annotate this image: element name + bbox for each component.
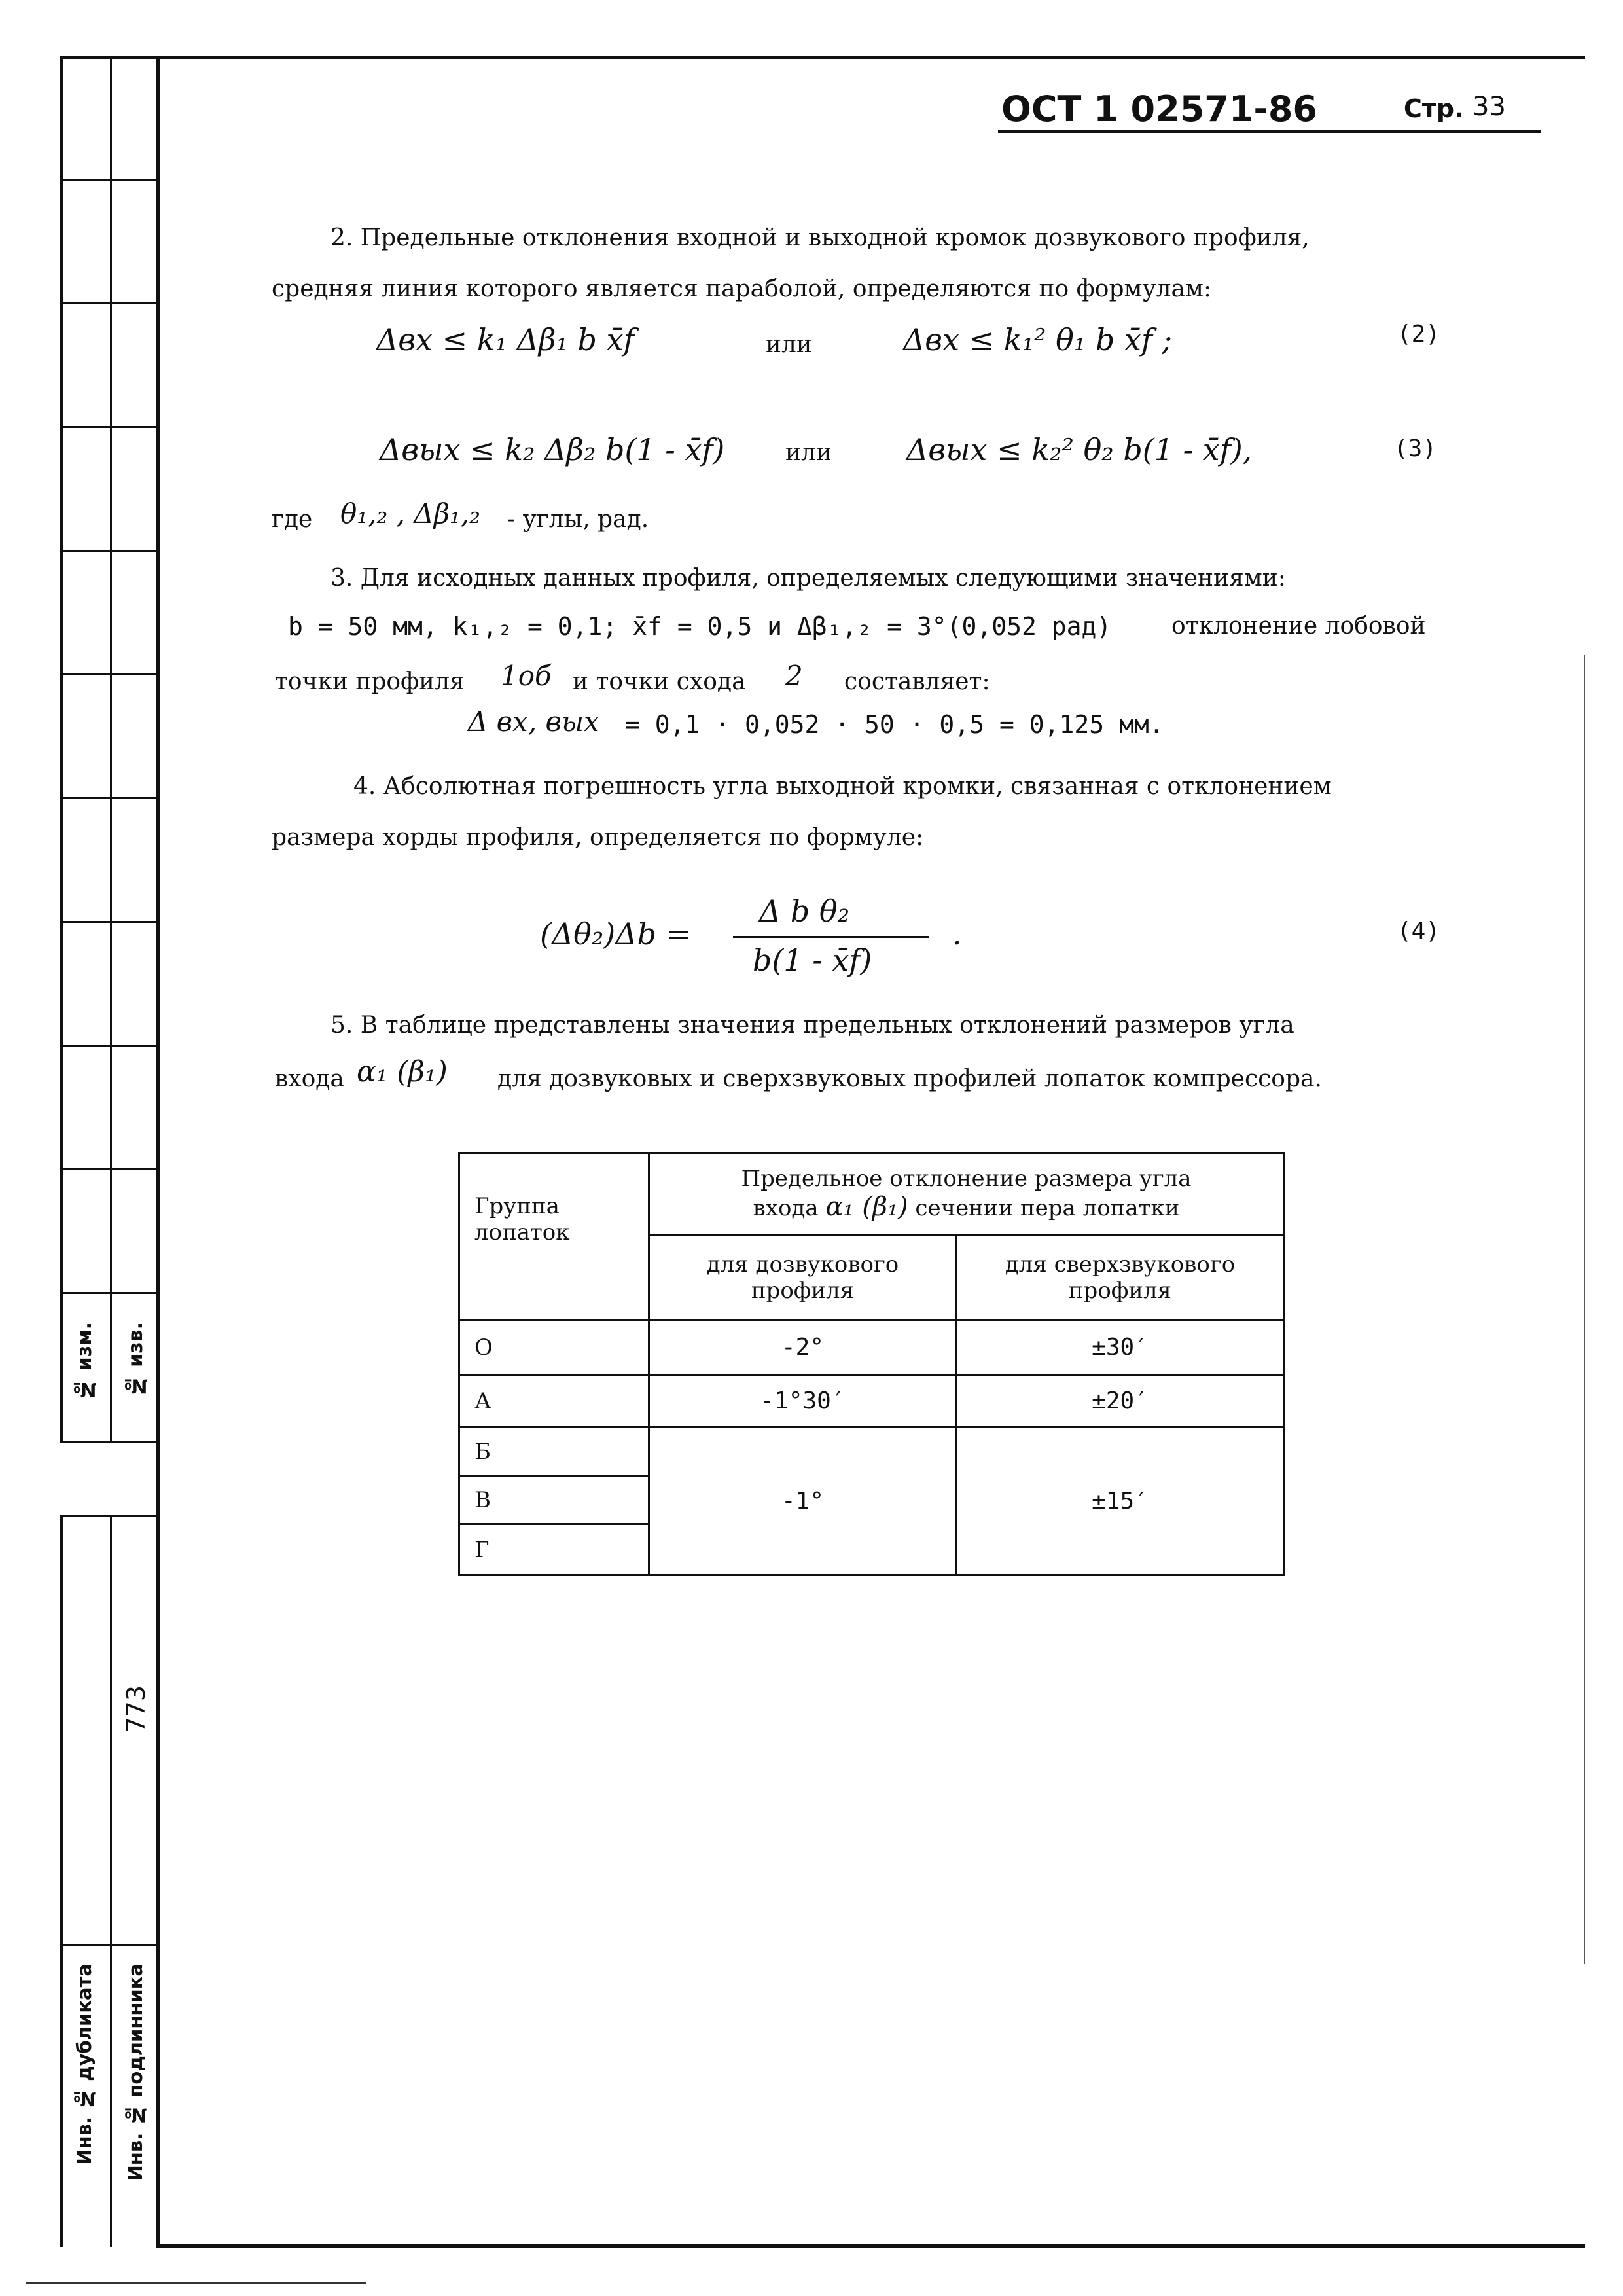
equation-number-4: (4) <box>1397 918 1440 944</box>
para5-angle-symbol: α₁ (β₁) <box>357 1055 448 1088</box>
equation-number-3: (3) <box>1394 435 1437 462</box>
tolerance-table <box>458 1152 1285 1576</box>
para3-values: b = 50 мм, k₁,₂ = 0,1; x̄f = 0,5 и Δβ₁,₂ = 3°(0,052 рад) <box>288 612 1112 641</box>
main-header-line1: Предельное отклонение размера угла <box>741 1166 1192 1192</box>
duplicate-inventory-label: Инв. № дубликата <box>73 1964 96 2165</box>
strip-row-line <box>60 921 157 923</box>
formula-4-numerator: Δ b θ₂ <box>759 893 850 929</box>
para3-result-value: = 0,1 · 0,052 · 50 · 0,5 = 0,125 мм. <box>625 710 1164 739</box>
frame-top-line <box>60 56 1585 59</box>
supersonic-cell-merged: ±15′ <box>957 1427 1284 1575</box>
strip-row-line <box>60 797 157 799</box>
strip-row-line <box>60 302 157 304</box>
para5-line2-a: входа <box>275 1066 344 1092</box>
document-code: ОСТ 1 02571-86 <box>1001 88 1317 130</box>
table-header-row <box>459 1153 1284 1235</box>
subsonic-header-cell <box>649 1235 957 1320</box>
table-row <box>459 1427 1284 1476</box>
formula-2-right: Δвх ≤ k₁² θ₁ b x̄f ; <box>903 322 1173 357</box>
main-header-line2 <box>650 1192 1283 1222</box>
table-row <box>459 1375 1284 1427</box>
para3-leading-point: 1об <box>501 660 552 692</box>
strip-row-line <box>60 426 157 428</box>
supersonic-header-cell <box>957 1235 1284 1320</box>
formula-4-period: . <box>952 916 962 952</box>
change-number-label: № изм. <box>73 1322 96 1401</box>
formula-3-right: Δвых ≤ k₂² θ₂ b(1 - x̄f), <box>906 432 1253 467</box>
frame-bottom-line <box>156 2244 1585 2248</box>
supersonic-header-line2: профиля <box>1068 1277 1172 1304</box>
strip-upper-mid-line <box>110 56 112 1443</box>
group-header-cell <box>459 1153 649 1320</box>
where-text: - углы, рад. <box>507 506 649 533</box>
strip-row-line <box>60 1441 157 1443</box>
formula-2-left: Δвх ≤ k₁ Δβ₁ b x̄f <box>376 322 635 357</box>
para2-line2: средняя линия которого является параболой, определяются по формулам: <box>272 276 1212 302</box>
main-header-angle-symbol: α₁ (β₁) <box>825 1192 908 1222</box>
group-cell: В <box>459 1476 649 1524</box>
subsonic-header-line1: для дозвукового <box>706 1251 899 1278</box>
or-label-2: или <box>785 439 832 466</box>
formula-3-left: Δвых ≤ k₂ Δβ₂ b(1 - x̄f) <box>380 432 725 467</box>
group-header-line1: Группа <box>474 1193 560 1219</box>
strip-row-line <box>60 179 157 181</box>
subsonic-cell-merged: -1° <box>649 1427 957 1575</box>
strip-row-line <box>60 1515 157 1517</box>
main-header-line2-a: входа <box>753 1195 819 1221</box>
para3-line1: 3. Для исходных данных профиля, определяемых следующими значениями: <box>330 565 1286 592</box>
main-header-line2-b: сечении пера лопатки <box>915 1195 1180 1221</box>
supersonic-cell: ±20′ <box>957 1375 1284 1427</box>
original-inventory-value: 773 <box>122 1685 151 1733</box>
strip-row-line <box>60 1045 157 1047</box>
para3-line3-c: составляет: <box>844 668 990 695</box>
subsonic-header-line2: профиля <box>751 1277 855 1304</box>
bottom-scan-line <box>26 2282 366 2284</box>
where-prefix: где <box>272 506 313 533</box>
formula-4-lhs: (Δθ₂)Δb = <box>540 916 692 952</box>
supersonic-header-line1: для сверхзвукового <box>1005 1251 1236 1278</box>
page-label: Стр. <box>1404 94 1464 123</box>
group-cell: А <box>459 1375 649 1427</box>
notice-number-label: № изв. <box>124 1322 147 1397</box>
formula-4-denominator: b(1 - x̄f) <box>753 942 872 978</box>
strip-row-line <box>60 673 157 675</box>
frame-left-line <box>156 56 160 2248</box>
para2-line1: 2. Предельные отклонения входной и выходной кромок дозвукового профиля, <box>330 224 1310 251</box>
supersonic-cell: ±30′ <box>957 1320 1284 1375</box>
strip-upper-outer-line <box>60 56 63 1443</box>
page-number: 33 <box>1472 92 1506 122</box>
para3-line3-b: и точки схода <box>573 668 746 695</box>
header-underline <box>998 130 1541 133</box>
group-cell: Б <box>459 1427 649 1476</box>
subsonic-cell: -1°30′ <box>649 1375 957 1427</box>
para3-line3-a: точки профиля <box>275 668 465 695</box>
main-header-cell <box>649 1153 1284 1235</box>
or-label-1: или <box>766 331 812 358</box>
strip-row-line <box>60 1944 157 1946</box>
group-cell: Г <box>459 1524 649 1575</box>
strip-row-line <box>60 1168 157 1170</box>
para3-result-symbol: Δ вх, вых <box>468 706 599 738</box>
strip-lower-mid-line <box>110 1515 112 2247</box>
strip-row-line <box>60 1292 157 1294</box>
group-cell: О <box>459 1320 649 1375</box>
para4-line1: 4. Абсолютная погрешность угла выходной кромки, связанная с отклонением <box>353 773 1332 800</box>
subsonic-cell: -2° <box>649 1320 957 1375</box>
fraction-bar <box>733 936 929 938</box>
equation-number-2: (2) <box>1397 321 1440 348</box>
para3-line2-tail: отклонение лобовой <box>1171 613 1426 639</box>
strip-lower-outer-line <box>60 1515 63 2247</box>
para5-line2-b: для дозвуковых и сверхзвуковых профилей лопаток компрессора. <box>497 1066 1322 1092</box>
scan-edge-mark <box>1584 655 1585 1964</box>
original-inventory-label: Инв. № подлинника <box>124 1964 147 2181</box>
para3-exit-point: 2 <box>785 660 803 692</box>
group-header-line2: лопаток <box>474 1219 570 1246</box>
table-row <box>459 1320 1284 1375</box>
strip-row-line <box>60 550 157 552</box>
where-symbols: θ₁,₂ , Δβ₁,₂ <box>340 497 480 529</box>
para4-line2: размера хорды профиля, определяется по формуле: <box>272 824 924 851</box>
para5-line1: 5. В таблице представлены значения предельных отклонений размеров угла <box>330 1012 1294 1039</box>
